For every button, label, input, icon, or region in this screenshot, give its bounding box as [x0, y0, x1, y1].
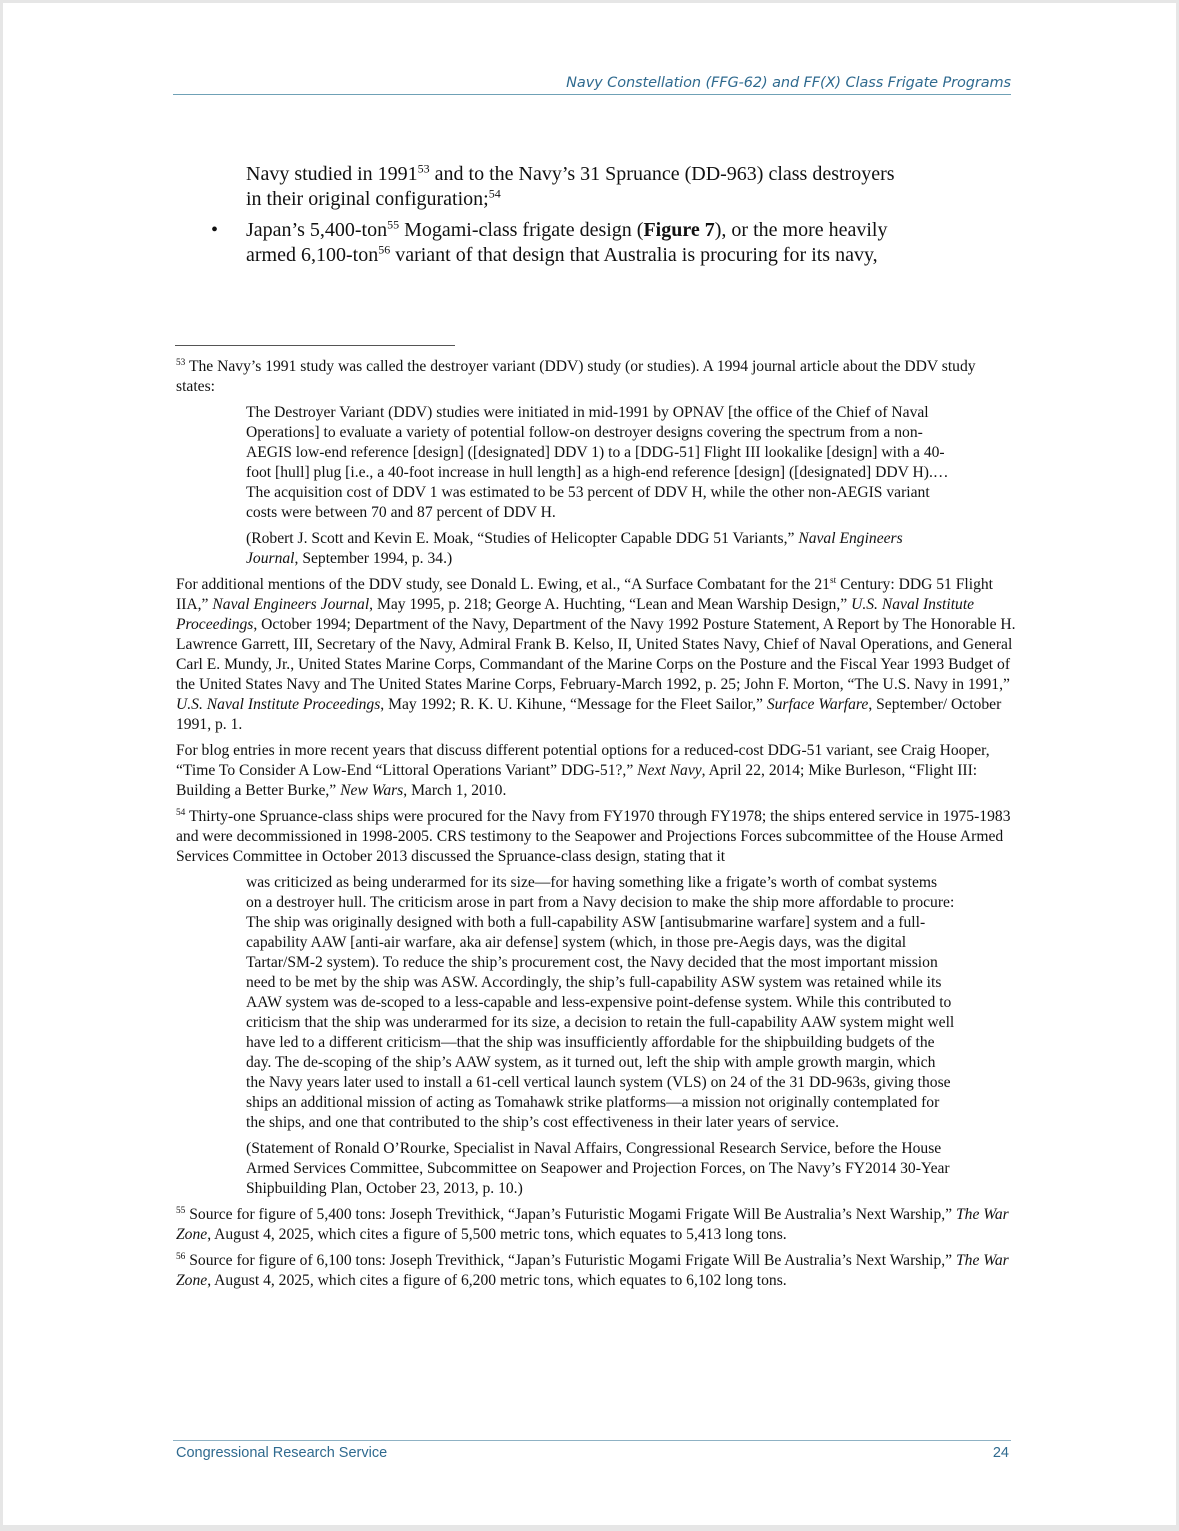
quote-text: The Destroyer Variant (DDV) studies were initiated in mid-1991 by OPNAV [the office of the Chief of Naval Operations] to evaluate a variety of potential follow-on destroyer designs covering the spectrum from a non-AEGIS low-end reference [design] ([designated] DDV 1) to a [DDG-51] Flight III lookalike [design] with a 40-foot [hull] plug [i.e., a 40-foot increase in hull length] as a high-end reference [design] ([designated] DDV H).… The acquisition cost of DDV 1 was estimated to be 53 percent of DDV H, while the other non-AEGIS variant costs were between 70 and 87 percent of DDV H. [246, 404, 949, 521]
footnote-ref-55[interactable]: 55 [387, 217, 400, 232]
body-paragraph [246, 162, 966, 212]
footnote-text: Source for figure of 6,100 tons: Joseph Trevithick, “Japan’s Futuristic Mogami Frigate Will Be Australia’s Next Warship,” [185, 1252, 956, 1269]
quote-text: was criticized as being underarmed for its size—for having something like a frigate’s worth of combat systems on a destroyer hull. The criticism arose in part from a Navy decision to make the ship more affordable to procure: The ship was originally designed with both a full-capability ASW [antisubmarine warfare] system and a full-capability AAW [anti-air warfare, aka air defense] system (which, in those pre-Aegis days, was the digital Tartar/SM-2 system). To reduce the ship’s procurement cost, the Navy decided that the most important mission need to be met by the ship was ASW. Accordingly, the ship’s full-capability ASW system was retained while its AAW system was de-scoped to a less-capable and less-expensive point-defense system. While this contributed to criticism that the ship was underarmed for its size, a decision to retain the full-capability AAW system might well have led to a different criticism—that the ship was insufficiently affordable for the shipbuilding budgets of the day. The de-scoping of the ship’s AAW system, as it turned out, left the ship with ample growth margin, which the Navy years later used to install a 61-cell vertical launch system (VLS) on 24 of the 31 DD-963s, giving those ships an additional mission of acting as Tomahawk strike platforms—a mission not originally contemplated for the ships, and one that contributed to the ship’s cost effectiveness in their later years of service. [246, 874, 955, 1131]
footnote-number: 55 [176, 1205, 186, 1216]
quote-citation: (Statement of Ronald O’Rourke, Specialist in Naval Affairs, Congressional Research Service, before the House Armed Services Committee, Subcommittee on Seapower and Projection Forces, on The Navy’s FY2014 30-Year Shipbuilding Plan, October 23, 2013, p. 10.) [246, 1140, 950, 1197]
footnote-ref-53[interactable]: 53 [417, 161, 430, 176]
footnote-text: For additional mentions of the DDV study, see Donald L. Ewing, et al., “A Surface Combatant for the 21 [176, 576, 830, 593]
footnote-ref-54[interactable]: 54 [488, 186, 501, 201]
footnote-number: 56 [176, 1251, 186, 1262]
footnote-53-blockquote [246, 403, 956, 569]
figure-reference-link[interactable]: Figure 7 [643, 219, 715, 241]
publication-title: New Wars [340, 782, 404, 799]
footnote-text: , August 4, 2025, which cites a figure of 6,200 metric tons, which equates to 6,102 long tons. [207, 1272, 787, 1289]
footnote-text: , August 4, 2025, which cites a figure of 5,500 metric tons, which equates to 5,413 long tons. [207, 1226, 787, 1243]
body-text-run: and to the Navy’s 31 Spruance (DD-963) class destroyers [429, 163, 895, 185]
footnote-53-blog [176, 741, 1016, 801]
footnote-text: The Navy’s 1991 study was called the destroyer variant (DDV) study (or studies). A 1994 journal article about the DDV study states: [176, 358, 976, 395]
footnote-number: 54 [176, 807, 186, 818]
body-text-run: Navy studied in 1991 [246, 163, 418, 185]
footnote-text: , October 1994; Department of the Navy, Department of the Navy 1992 Posture Statement, A Report by The Honorable H. Lawrence Garrett, III, Secretary of the Navy, Admiral Frank B. Kelso, II, United States Navy, Chief of Naval Operations, and General Carl E. Mundy, Jr., United States Marine Corps, Commandant of the Marine Corps on the Posture and the Fiscal Year 1993 Budget of the United States Navy and The United States Marine Corps, February-March 1992, p. 25; John F. Morton, “The U.S. Navy in 1991,” [176, 616, 1016, 693]
body-text-run: in their original configuration; [246, 188, 489, 210]
page-number: 24 [992, 1445, 1009, 1461]
citation-text: (Robert J. Scott and Kevin E. Moak, “Studies of Helicopter Capable DDG 51 Variants,” [246, 530, 799, 547]
publication-title: U.S. Naval Institute Proceedings [176, 696, 381, 713]
footnote-56 [176, 1251, 1016, 1291]
footnote-54-blockquote [246, 873, 956, 1199]
footnote-text: , March 1, 2010. [403, 782, 507, 799]
publication-title: Surface Warfare [766, 696, 869, 713]
footnote-53 [176, 357, 1016, 397]
footnote-text: For blog entries in more recent years that discuss different potential options for a reduced-cost DDG-51 variant, see Craig Hooper, “Time To Consider A Low-End “Littoral Operations Variant” DDG-51?,” [176, 742, 990, 779]
body-text-run: variant of that design that Australia is procuring for its navy, [390, 244, 878, 266]
body-text-run: armed 6,100-ton [246, 244, 379, 266]
footnote-text: , May 1995, p. 218; George A. Huchting, “Lean and Mean Warship Design,” [369, 596, 852, 613]
publication-title: Next Navy [637, 762, 702, 779]
header-title: Navy Constellation (FFG-62) and FF(X) Class Frigate Programs [566, 75, 1011, 91]
footnote-55 [176, 1205, 1016, 1245]
publication-title: Naval Engineers Journal [212, 596, 370, 613]
footnote-text: Source for figure of 5,400 tons: Joseph Trevithick, “Japan’s Futuristic Mogami Frigate Will Be Australia’s Next Warship,” [185, 1206, 956, 1223]
footnote-number: 53 [176, 357, 186, 368]
footer-organization: Congressional Research Service [176, 1445, 388, 1461]
body-text [211, 161, 966, 268]
publication-title: The War Zone [176, 1206, 1009, 1243]
footnote-text: Century: DDG 51 Flight IIA,” [176, 576, 994, 613]
citation-text: , September 1994, p. 34.) [294, 550, 453, 567]
footnotes [176, 357, 1016, 1297]
publication-title: The War Zone [176, 1252, 1009, 1289]
ordinal-suffix: st [829, 575, 837, 586]
footnote-54 [176, 807, 1016, 867]
bullet-icon: • [211, 219, 219, 241]
running-footer [173, 1440, 1011, 1461]
running-header [173, 73, 1011, 95]
journal-title: Naval Engineers Journal [246, 530, 903, 567]
bullet-item [211, 217, 966, 268]
document-page [3, 3, 1176, 1525]
footnote-text: , May 1992; R. K. U. Kihune, “Message for the Fleet Sailor,” [380, 696, 767, 713]
body-text-run: Mogami-class frigate design ( [399, 219, 644, 241]
footnote-text: , September/ October 1991, p. 1. [176, 696, 1002, 733]
footnote-53-additional [176, 575, 1016, 735]
body-text-run: Japan’s 5,400-ton [246, 219, 388, 241]
footnote-separator [175, 345, 455, 346]
body-text-run: ), or the more heavily [714, 219, 888, 241]
footnote-text: , April 22, 2014; Mike Burleson, “Flight III: Building a Better Burke,” [176, 762, 978, 799]
footnote-ref-56[interactable]: 56 [378, 242, 391, 257]
publication-title: U.S. Naval Institute Proceedings [176, 596, 975, 633]
footnote-text: Thirty-one Spruance-class ships were procured for the Navy from FY1970 through FY1978; the ships entered service in 1975-1983 and were decommissioned in 1998-2005. CRS testimony to the Seapower and Projections Forces subcommittee of the House Armed Services Committee in October 2013 discussed the Spruance-class design, stating that it [176, 808, 1011, 865]
quote-citation [246, 529, 956, 569]
